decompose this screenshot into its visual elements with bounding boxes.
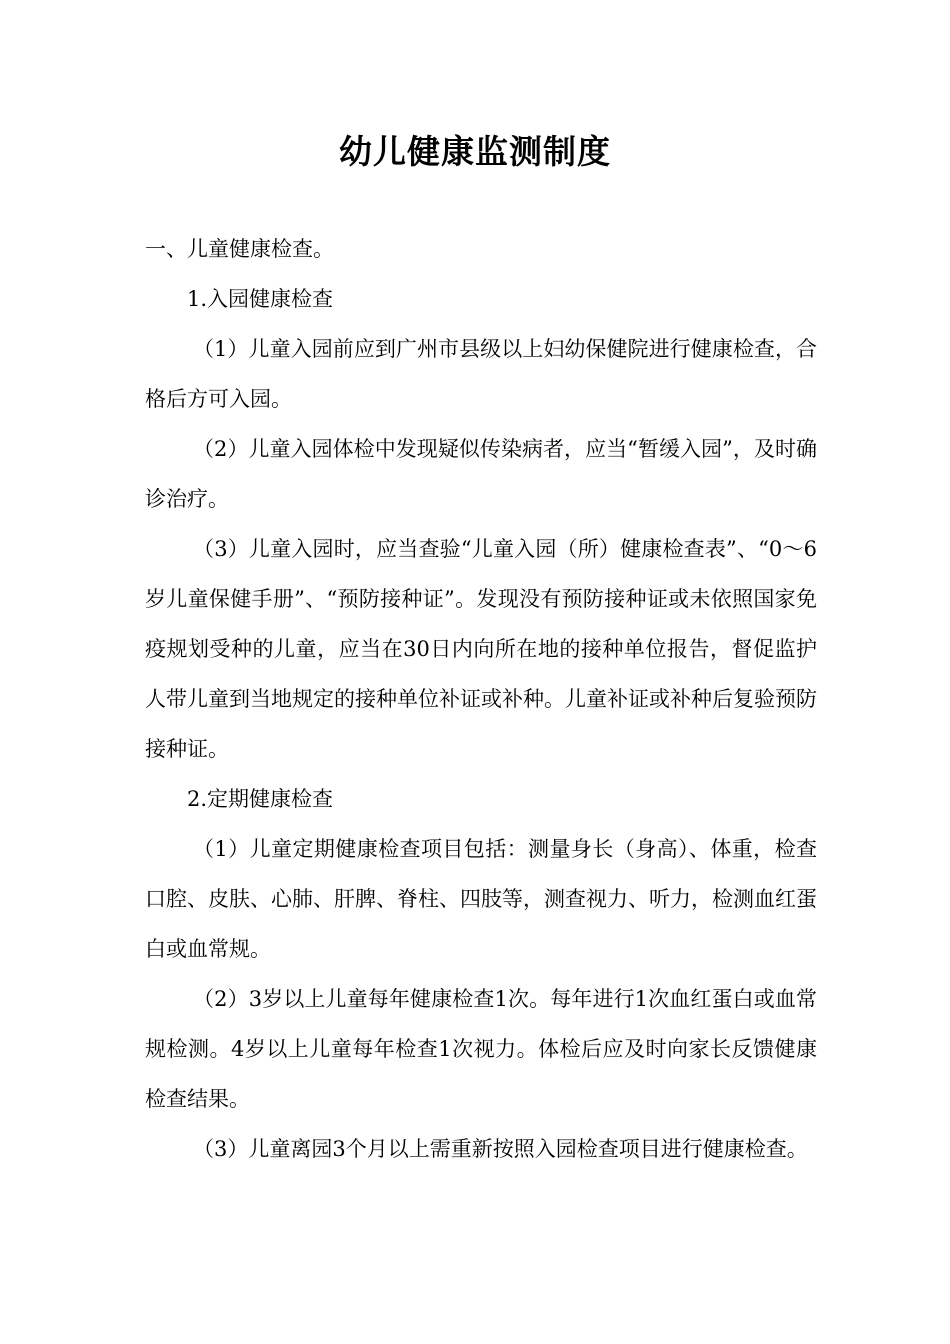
- paragraph-regular-check-2: （2）3岁以上儿童每年健康检查1次。每年进行1次血红蛋白或血常规检测。4岁以上儿童每年检查1次视力。体检后应及时向家长反馈健康检查结果。: [145, 987, 817, 1111]
- paragraph-entry-check-1: （1）儿童入园前应到广州市县级以上妇幼保健院进行健康检查，合格后方可入园。: [145, 337, 817, 411]
- document-title: 幼儿健康监测制度: [339, 132, 611, 171]
- paragraph-entry-check-2: （2）儿童入园体检中发现疑似传染病者，应当“暂缓入园”，及时确诊治疗。: [145, 437, 817, 511]
- subsection-heading-entry-check: 1.入园健康检查: [187, 287, 334, 311]
- paragraph-entry-check-3: （3）儿童入园时，应当查验“儿童入园（所）健康检查表”、“0～6岁儿童保健手册”、“预防接种证”。发现没有预防接种证或未依照国家免疫规划受种的儿童，应当在30日内向所在地的接种单位报告，督促监护人带儿童到当地规定的接种单位补证或补种。儿童补证或补种后复验预防接种证。: [145, 537, 817, 761]
- subsection-heading-regular-check: 2.定期健康检查: [187, 787, 334, 811]
- section-heading-health-check: 一、儿童健康检查。: [145, 237, 334, 261]
- paragraph-regular-check-1: （1）儿童定期健康检查项目包括：测量身长（身高）、体重，检查口腔、皮肤、心肺、肝脾、脊柱、四肢等，测查视力、听力，检测血红蛋白或血常规。: [145, 837, 817, 961]
- paragraph-regular-check-3: （3）儿童离园3个月以上需重新按照入园检查项目进行健康检查。: [193, 1137, 808, 1161]
- document-body: [145, 224, 817, 1174]
